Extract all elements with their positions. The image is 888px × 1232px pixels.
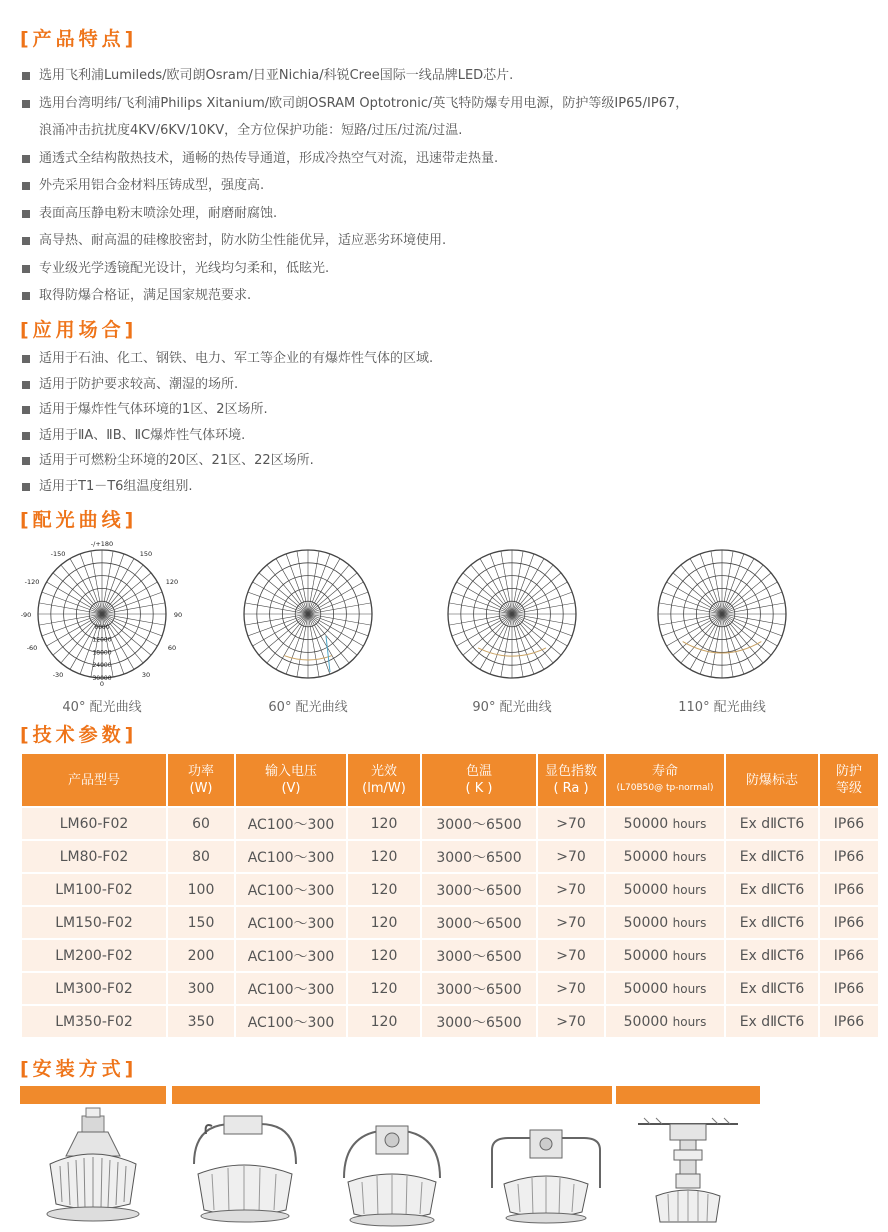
cell-model xyxy=(22,808,166,839)
header-label: 防护 xyxy=(835,764,862,779)
cell-unit: hours xyxy=(672,882,707,897)
cell-life xyxy=(606,907,724,938)
list-item-text: 表面高压静电粉末喷涂处理，耐磨耐腐蚀. xyxy=(39,205,278,221)
cell-ip xyxy=(820,973,878,1004)
cell-ip xyxy=(820,907,878,938)
cell-ex xyxy=(726,940,818,971)
list-item xyxy=(22,397,433,423)
cell-value: 50000 xyxy=(623,1013,669,1030)
list-item-text: 选用飞利浦Lumileds/欧司朗Osram/日亚Nichia/科锐Cree国际一线品牌LED芯片. xyxy=(39,68,514,83)
cell-value: >70 xyxy=(556,947,586,964)
header-label: 防爆标志 xyxy=(745,772,798,788)
list-item xyxy=(22,172,688,200)
cell-value: 3000～6500 xyxy=(436,849,522,866)
cell-ip xyxy=(820,940,878,971)
cell-cri xyxy=(538,907,604,938)
table-header-cell xyxy=(606,754,724,806)
cell-value: 120 xyxy=(370,881,398,898)
list-item xyxy=(22,90,688,118)
list-item xyxy=(22,227,688,255)
table-row xyxy=(22,874,878,905)
bullet-square-icon xyxy=(22,265,30,273)
angle-label: -90 xyxy=(20,611,32,619)
cell-value: 120 xyxy=(370,980,398,997)
cell-cct xyxy=(422,907,536,938)
cell-cct xyxy=(422,940,536,971)
list-item-text: 浪涌冲击抗扰度4KV/6KV/10KV，全方位保护功能：短路/过压/过流/过温. xyxy=(39,123,463,138)
feature-list xyxy=(22,62,688,310)
cell-voltage xyxy=(236,907,346,938)
cell-efficacy xyxy=(348,841,420,872)
bullet-square-icon xyxy=(22,483,30,491)
list-item xyxy=(22,346,433,372)
list-item xyxy=(22,372,433,398)
install-box-header xyxy=(20,1086,166,1104)
cell-value: LM80-F02 xyxy=(59,848,129,865)
header-unit: (lm/W) xyxy=(362,781,406,796)
cell-voltage xyxy=(236,841,346,872)
cell-value: 120 xyxy=(370,1013,398,1030)
cell-life xyxy=(606,841,724,872)
cell-value: 50000 xyxy=(623,848,669,865)
cell-value: IP66 xyxy=(833,1013,865,1030)
cell-power xyxy=(168,1006,234,1037)
cell-model xyxy=(22,973,166,1004)
light-curves-row xyxy=(0,538,888,718)
section-title-install: [安装方式] xyxy=(20,1058,138,1080)
table-row xyxy=(22,940,878,971)
list-item-text: 取得防爆合格证，满足国家规范要求. xyxy=(39,288,252,303)
list-item xyxy=(22,282,688,310)
angle-label: 0 xyxy=(99,680,105,688)
cell-value: 200 xyxy=(187,947,215,964)
list-item-text: 高导热、耐高温的硅橡胶密封，防水防尘性能优异，适应恶劣环境使用. xyxy=(39,233,447,248)
cell-model xyxy=(22,874,166,905)
list-item-text: 专业级光学透镜配光设计，光线均匀柔和，低眩光. xyxy=(39,260,330,276)
cell-model xyxy=(22,841,166,872)
list-item-continuation xyxy=(22,117,688,145)
cell-value: 120 xyxy=(370,848,398,865)
cell-value: Ex dⅡCT6 xyxy=(739,815,805,832)
table-header-row xyxy=(22,754,878,806)
section-title-curves: [配光曲线] xyxy=(20,509,138,531)
cell-cct xyxy=(422,841,536,872)
lamp-pendant-mount-icon xyxy=(616,1104,760,1228)
cell-ip xyxy=(820,808,878,839)
cell-ip xyxy=(820,1006,878,1037)
table-row xyxy=(22,841,878,872)
table-row xyxy=(22,808,878,839)
cell-value: 120 xyxy=(370,947,398,964)
cell-efficacy xyxy=(348,808,420,839)
section-title-params: [技术参数] xyxy=(20,724,138,746)
cell-value: LM350-F02 xyxy=(55,1013,133,1030)
cell-efficacy xyxy=(348,1006,420,1037)
cell-value: IP66 xyxy=(833,848,865,865)
polar-curve-110 xyxy=(622,538,822,718)
cell-value: 3000～6500 xyxy=(436,948,522,965)
cell-value: LM200-F02 xyxy=(55,947,133,964)
ring-label: 6000 xyxy=(94,623,110,631)
cell-value: Ex dⅡCT6 xyxy=(739,1013,805,1030)
table-row xyxy=(22,1006,878,1037)
angle-label: 60 xyxy=(167,644,177,652)
cell-value: >70 xyxy=(556,881,586,898)
section-title-applications: [应用场合] xyxy=(20,319,138,341)
angle-label: -60 xyxy=(26,644,38,652)
cell-value: 300 xyxy=(187,980,215,997)
install-methods xyxy=(20,1086,780,1228)
header-unit: (L70B50@ tp-normal) xyxy=(616,783,714,793)
header-unit: (V) xyxy=(281,781,301,796)
cell-value: 120 xyxy=(370,815,398,832)
cell-power xyxy=(168,874,234,905)
curve-caption: 90° 配光曲线 xyxy=(472,700,552,715)
table-header-cell xyxy=(820,754,878,806)
header-unit: (W) xyxy=(189,781,213,796)
cell-value: Ex dⅡCT6 xyxy=(739,881,805,898)
cell-model xyxy=(22,940,166,971)
cell-model xyxy=(22,907,166,938)
cell-cri xyxy=(538,874,604,905)
cell-value: >70 xyxy=(556,980,586,997)
list-item xyxy=(22,474,433,500)
cell-cct xyxy=(422,874,536,905)
cell-ex xyxy=(726,973,818,1004)
cell-value: >70 xyxy=(556,914,586,931)
cell-cri xyxy=(538,841,604,872)
list-item xyxy=(22,448,433,474)
table-header-cell xyxy=(538,754,604,806)
cell-unit: hours xyxy=(672,1014,707,1029)
cell-value: LM60-F02 xyxy=(59,815,129,832)
install-box-bracket xyxy=(172,1086,612,1228)
bullet-square-icon xyxy=(22,72,30,80)
cell-value: 120 xyxy=(370,914,398,931)
ring-label: 12000 xyxy=(92,636,112,644)
header-unit: ( K ) xyxy=(465,781,493,796)
list-item xyxy=(22,145,688,173)
install-box-pendant xyxy=(616,1086,760,1228)
cell-unit: hours xyxy=(672,816,707,831)
bullet-square-icon xyxy=(22,210,30,218)
bullet-square-icon xyxy=(22,457,30,465)
table-header-cell xyxy=(348,754,420,806)
cell-value: LM300-F02 xyxy=(55,980,133,997)
cell-value: 50000 xyxy=(623,947,669,964)
table-header-cell xyxy=(236,754,346,806)
list-item-text: 适用于T1－T6组温度组别. xyxy=(39,478,193,494)
curve-caption: 60° 配光曲线 xyxy=(268,700,348,715)
curve-caption: 110° 配光曲线 xyxy=(678,700,766,715)
cell-value: IP66 xyxy=(833,881,865,898)
cell-value: 3000～6500 xyxy=(436,882,522,899)
cell-value: 50000 xyxy=(623,980,669,997)
install-box-ceiling xyxy=(20,1086,166,1228)
angle-label: 120 xyxy=(165,578,179,586)
polar-curve-40 xyxy=(2,538,202,718)
bullet-square-icon xyxy=(22,381,30,389)
cell-power xyxy=(168,973,234,1004)
table-header-cell xyxy=(726,754,818,806)
cell-value: Ex dⅡCT6 xyxy=(739,848,805,865)
cell-value: IP66 xyxy=(833,815,865,832)
lamp-ceiling-mount-icon xyxy=(20,1104,166,1228)
header-unit: ( Ra ) xyxy=(553,781,589,796)
cell-value: 350 xyxy=(187,1013,215,1030)
angle-label: 150 xyxy=(139,550,153,558)
cell-life xyxy=(606,973,724,1004)
bullet-square-icon xyxy=(22,182,30,190)
cell-unit: hours xyxy=(672,981,707,996)
section-title-features: [产品特点] xyxy=(20,28,138,50)
cell-value: 3000～6500 xyxy=(436,981,522,998)
curve-caption: 40° 配光曲线 xyxy=(62,700,142,715)
cell-cri xyxy=(538,973,604,1004)
cell-value: AC100～300 xyxy=(247,882,335,899)
bullet-square-icon xyxy=(22,237,30,245)
cell-value: AC100～300 xyxy=(247,981,335,998)
cell-cct xyxy=(422,1006,536,1037)
header-label: 显色指数 xyxy=(544,764,597,779)
angle-label: 30 xyxy=(141,671,151,679)
cell-power xyxy=(168,841,234,872)
list-item-text: 外壳采用铝合金材料压铸成型，强度高. xyxy=(39,178,265,193)
cell-cri xyxy=(538,1006,604,1037)
cell-ex xyxy=(726,1006,818,1037)
header-label: 光效 xyxy=(370,764,397,779)
angle-label: -30 xyxy=(52,671,64,679)
header-label: 产品型号 xyxy=(67,772,120,788)
angle-label: -120 xyxy=(24,578,40,586)
bullet-square-icon xyxy=(22,432,30,440)
cell-value: IP66 xyxy=(833,947,865,964)
angle-label: 90 xyxy=(173,611,183,619)
cell-voltage xyxy=(236,940,346,971)
bullet-square-icon xyxy=(22,406,30,414)
cell-value: AC100～300 xyxy=(247,816,335,833)
list-item xyxy=(22,200,688,228)
table-header-cell xyxy=(22,754,166,806)
bullet-square-icon xyxy=(22,100,30,108)
list-item xyxy=(22,423,433,449)
cell-ex xyxy=(726,841,818,872)
cell-life xyxy=(606,940,724,971)
polar-curve-60 xyxy=(208,538,408,718)
cell-value: 100 xyxy=(187,881,215,898)
ring-label: 24000 xyxy=(92,662,112,670)
cell-power xyxy=(168,940,234,971)
cell-ex xyxy=(726,907,818,938)
cell-voltage xyxy=(236,808,346,839)
cell-value: Ex dⅡCT6 xyxy=(739,914,805,931)
header-label: 色温 xyxy=(465,764,492,779)
cell-value: 3000～6500 xyxy=(436,1014,522,1031)
cell-value: >70 xyxy=(556,848,586,865)
polar-grid-icon xyxy=(642,538,802,688)
cell-value: 50000 xyxy=(623,914,669,931)
bullet-square-icon xyxy=(22,292,30,300)
list-item xyxy=(22,255,688,283)
cell-value: 50000 xyxy=(623,881,669,898)
cell-voltage xyxy=(236,874,346,905)
cell-unit: hours xyxy=(672,915,707,930)
cell-efficacy xyxy=(348,940,420,971)
cell-life xyxy=(606,874,724,905)
cell-value: AC100～300 xyxy=(247,915,335,932)
cell-value: IP66 xyxy=(833,980,865,997)
header-label: 输入电压 xyxy=(264,764,317,779)
cell-value: 60 xyxy=(192,815,210,832)
cell-value: 80 xyxy=(192,848,210,865)
list-item-text: 选用台湾明纬/飞利浦Philips Xitanium/欧司朗OSRAM Optotronic/英飞特防爆专用电源，防护等级IP65/IP67， xyxy=(39,95,689,111)
cell-value: Ex dⅡCT6 xyxy=(739,947,805,964)
cell-power xyxy=(168,907,234,938)
cell-power xyxy=(168,808,234,839)
cell-cct xyxy=(422,808,536,839)
cell-value: 3000～6500 xyxy=(436,816,522,833)
table-row xyxy=(22,973,878,1004)
polar-grid-icon xyxy=(432,538,592,688)
cell-cri xyxy=(538,940,604,971)
cell-ex xyxy=(726,874,818,905)
angle-label: -150 xyxy=(50,550,66,558)
cell-voltage xyxy=(236,1006,346,1037)
table-row xyxy=(22,907,878,938)
polar-grid-icon xyxy=(228,538,388,688)
cell-value: LM150-F02 xyxy=(55,914,133,931)
cell-ip xyxy=(820,874,878,905)
cell-value: Ex dⅡCT6 xyxy=(739,980,805,997)
cell-value: AC100～300 xyxy=(247,849,335,866)
lamp-bracket-mount-icon xyxy=(172,1104,612,1228)
cell-life xyxy=(606,808,724,839)
header-unit: 等级 xyxy=(835,781,862,796)
ring-label: 18000 xyxy=(92,649,112,657)
cell-life xyxy=(606,1006,724,1037)
cell-value: 150 xyxy=(187,914,215,931)
polar-grid-icon xyxy=(22,538,182,688)
list-item-text: 适用于可燃粉尘环境的20区、21区、22区场所. xyxy=(39,453,314,468)
cell-unit: hours xyxy=(672,948,707,963)
ring-label: 30000 xyxy=(92,675,112,682)
cell-value: >70 xyxy=(556,815,586,832)
cell-ex xyxy=(726,808,818,839)
list-item xyxy=(22,62,688,90)
cell-value: 50000 xyxy=(623,815,669,832)
bullet-square-icon xyxy=(22,155,30,163)
table-header-cell xyxy=(422,754,536,806)
spec-table xyxy=(20,752,880,1039)
cell-ip xyxy=(820,841,878,872)
list-item-text: 通透式全结构散热技术，通畅的热传导通道，形成冷热空气对流，迅速带走热量. xyxy=(39,150,499,166)
list-item-text: 适用于防护要求较高、潮湿的场所. xyxy=(39,376,239,392)
table-header-cell xyxy=(168,754,234,806)
header-label: 寿命 xyxy=(651,764,678,779)
cell-cri xyxy=(538,808,604,839)
header-label: 功率 xyxy=(187,764,214,779)
cell-unit: hours xyxy=(672,849,707,864)
install-box-header xyxy=(616,1086,760,1104)
cell-value: 3000～6500 xyxy=(436,915,522,932)
cell-value: >70 xyxy=(556,1013,586,1030)
cell-value: IP66 xyxy=(833,914,865,931)
cell-cct xyxy=(422,973,536,1004)
cell-value: AC100～300 xyxy=(247,1014,335,1031)
cell-voltage xyxy=(236,973,346,1004)
bullet-square-icon xyxy=(22,355,30,363)
cell-model xyxy=(22,1006,166,1037)
list-item-text: 适用于ⅡA、ⅡB、ⅡC爆炸性气体环境. xyxy=(39,427,246,443)
list-item-text: 适用于石油、化工、钢铁、电力、军工等企业的有爆炸性气体的区域. xyxy=(39,351,434,366)
install-box-header xyxy=(172,1086,612,1104)
cell-value: LM100-F02 xyxy=(55,881,133,898)
application-list xyxy=(22,346,433,499)
cell-efficacy xyxy=(348,973,420,1004)
cell-efficacy xyxy=(348,907,420,938)
cell-value: AC100～300 xyxy=(247,948,335,965)
polar-curve-90 xyxy=(412,538,612,718)
list-item-text: 适用于爆炸性气体环境的1区、2区场所. xyxy=(39,402,268,417)
cell-efficacy xyxy=(348,874,420,905)
angle-label: -/+180 xyxy=(90,540,114,548)
